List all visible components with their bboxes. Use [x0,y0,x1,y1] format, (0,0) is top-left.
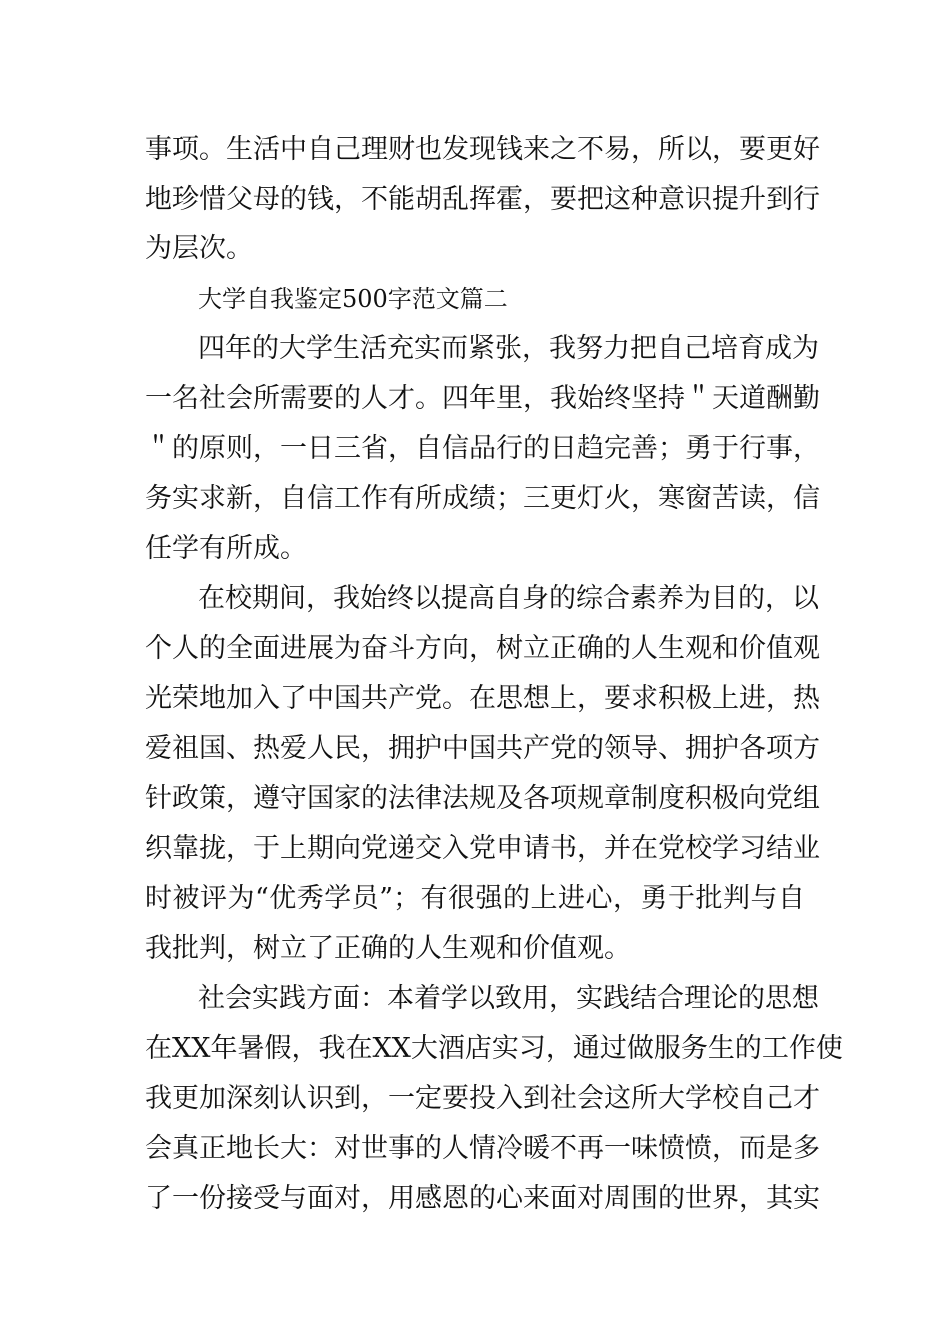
text-line: 了一份接受与面对，用感恩的心来面对周围的世界，其实 [145,1183,820,1214]
text-line: 光荣地加入了中国共产党。在思想上，要求积极上进，热 [145,683,820,714]
text-line: 个人的全面进展为奋斗方向，树立正确的人生观和价值观 [145,633,820,664]
text-line: 针政策，遵守国家的法律法规及各项规章制度积极向党组 [145,783,820,814]
text-line: 我批判，树立了正确的人生观和价值观。 [145,933,631,964]
text-line: 在校期间，我始终以提高自身的综合素养为目的，以 [198,583,819,614]
text-line: 织靠拢，于上期向党递交入党申请书，并在党校学习结业 [145,833,820,864]
text-line: 爱祖国、热爱人民，拥护中国共产党的领导、拥护各项方 [145,733,820,764]
text-line: 会真正地长大：对世事的人情冷暖不再一味愤愤，而是多 [145,1133,820,1164]
text-line: ＂的原则，一日三省，自信品行的日趋完善；勇于行事， [145,433,820,464]
text-line: 我更加深刻认识到，一定要投入到社会这所大学校自己才 [145,1083,820,1114]
text-line: 任学有所成。 [145,533,307,564]
text-line: 务实求新，自信工作有所成绩；三更灯火，寒窗苦读，信 [145,483,820,514]
text-line: 为层次。 [145,233,253,264]
text-line: 社会实践方面：本着学以致用，实践结合理论的思想 [198,983,819,1014]
text-line: 地珍惜父母的钱，不能胡乱挥霍，要把这种意识提升到行 [145,184,820,215]
section-heading: 大学自我鉴定500字范文篇二 [198,285,508,313]
text-line: 时被评为“优秀学员”；有很强的上进心，勇于批判与自 [145,883,805,914]
text-line: 事项。生活中自己理财也发现钱来之不易，所以，要更好 [145,134,820,165]
text-line: 在XX年暑假，我在XX大酒店实习，通过做服务生的工作使 [145,1033,843,1064]
text-line: 四年的大学生活充实而紧张，我努力把自己培育成为 [198,333,819,364]
text-line: 一名社会所需要的人才。四年里，我始终坚持＂天道酬勤 [145,383,820,414]
